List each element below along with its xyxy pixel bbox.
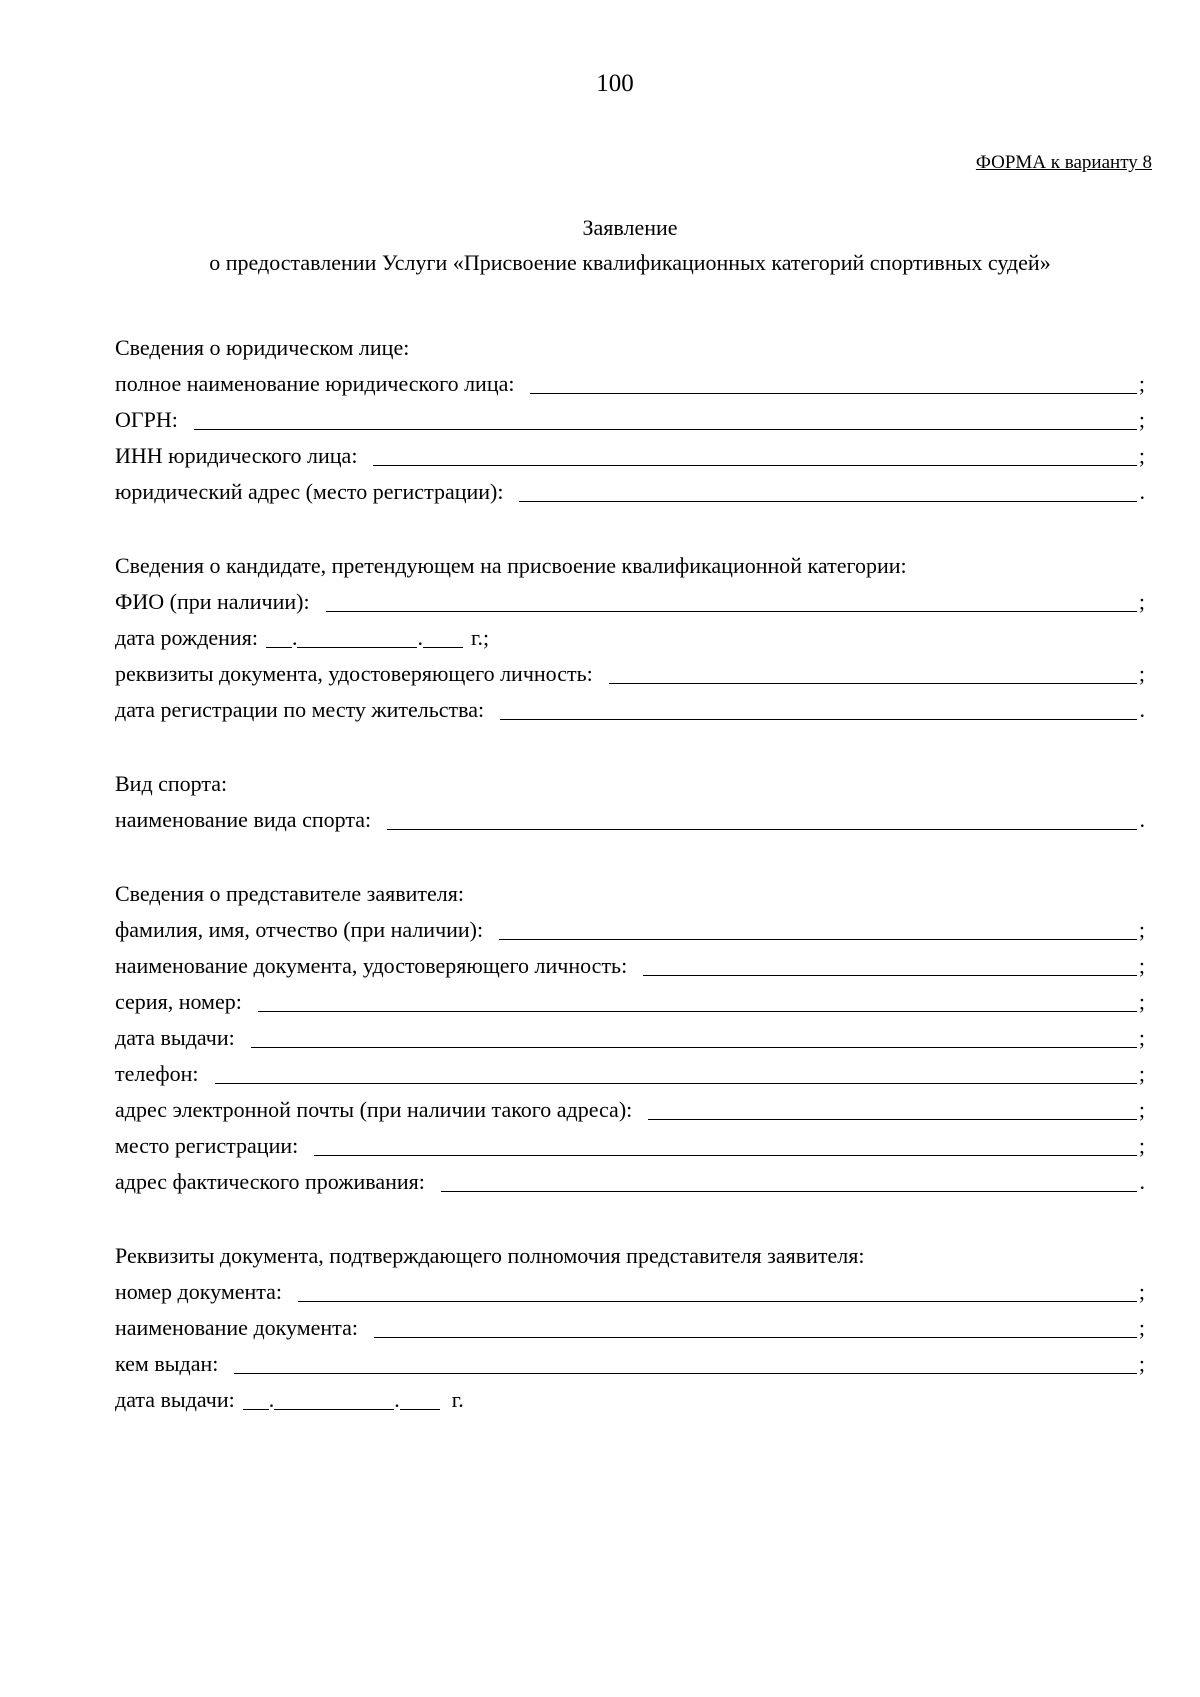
blank-line[interactable] [194,405,1137,430]
date-month-blank[interactable] [274,1387,394,1410]
form-body [115,325,1145,1413]
date-suffix: г. [451,1387,464,1412]
field-end: ; [1138,989,1145,1014]
field-rep-issue-date [115,1015,1145,1051]
page-number: 100 [596,70,634,97]
section-heading-candidate: Сведения о кандидате, претендующем на присвоение квалификационной категории: [115,553,907,578]
field-auth-issued-by [115,1341,1145,1377]
field-rep-reg-place [115,1123,1145,1159]
document-title: Заявление [582,215,678,240]
field-label: адрес фактического проживания: [115,1169,425,1194]
blank-line[interactable] [373,441,1137,466]
field-end: . [1139,1169,1145,1194]
blank-line[interactable] [314,1131,1137,1156]
field-inn [115,433,1145,469]
blank-line[interactable] [643,951,1137,976]
field-label: фамилия, имя, отчество (при наличии): [115,917,484,942]
section-heading-legal-entity: Сведения о юридическом лице: [115,335,410,360]
field-label: серия, номер: [115,989,242,1014]
field-rep-actual-address [115,1159,1145,1195]
field-end: ; [1138,1097,1145,1122]
date-day-blank[interactable] [243,1387,269,1410]
blank-line[interactable] [374,1313,1137,1338]
blank-line[interactable] [648,1095,1137,1120]
field-end: ; [1138,953,1145,978]
field-end: ; [1138,371,1145,396]
field-rep-phone [115,1051,1145,1087]
field-end: ; [1138,661,1145,686]
field-end: ; [1138,917,1145,942]
field-label: наименование вида спорта: [115,807,372,832]
field-end: . [1139,807,1145,832]
section-heading-authority-doc: Реквизиты документа, подтверждающего полномочия представителя заявителя: [115,1243,865,1268]
field-ogrn [115,397,1145,433]
section-gap [115,505,1145,543]
field-legal-full-name [115,361,1145,397]
field-end: ; [1138,443,1145,468]
field-candidate-reg-date [115,687,1145,723]
field-label: дата выдачи: [115,1025,235,1050]
date-input[interactable]: . . [266,625,463,651]
document-subtitle: о предоставлении Услуги «Присвоение квалификационных категорий спортивных судей» [209,250,1051,275]
field-birth-date [115,615,1145,651]
blank-line[interactable] [609,659,1137,684]
field-label: дата выдачи: [115,1387,235,1412]
field-label: адрес электронной почты (при наличии такого адреса): [115,1097,633,1122]
field-legal-address [115,469,1145,505]
field-end: ; [1138,1279,1145,1304]
field-candidate-fio [115,579,1145,615]
field-label: юридический адрес (место регистрации): [115,479,504,504]
field-label: ФИО (при наличии): [115,589,310,614]
field-end: . [1139,479,1145,504]
field-label: телефон: [115,1061,199,1086]
section-gap [115,833,1145,871]
blank-line[interactable] [215,1059,1137,1084]
field-end: ; [1138,589,1145,614]
field-rep-email [115,1087,1145,1123]
form-reference: ФОРМА к варианту 8 [975,152,1152,173]
field-label: наименование документа, удостоверяющего личность: [115,953,628,978]
date-day-blank[interactable] [266,625,292,648]
blank-line[interactable] [298,1277,1137,1302]
blank-line[interactable] [258,987,1137,1012]
field-label: ОГРН: [115,407,178,432]
field-label: дата рождения: [115,625,258,650]
blank-line[interactable] [530,369,1137,394]
blank-line[interactable] [387,805,1137,830]
date-year-blank[interactable] [423,625,463,648]
blank-line[interactable] [500,695,1137,720]
field-end: . [1139,697,1145,722]
field-end: ; [1138,1351,1145,1376]
field-auth-name [115,1305,1145,1341]
field-end: ; [1138,1025,1145,1050]
date-month-blank[interactable] [297,625,417,648]
blank-line[interactable] [326,587,1137,612]
field-end: ; [1138,1315,1145,1340]
section-heading-sport: Вид спорта: [115,771,228,796]
field-label: место регистрации: [115,1133,299,1158]
field-candidate-id-doc [115,651,1145,687]
field-end: ; [1138,1133,1145,1158]
field-label: наименование документа: [115,1315,358,1340]
blank-line[interactable] [519,477,1137,502]
section-heading-representative: Сведения о представителе заявителя: [115,881,464,906]
section-gap [115,1195,1145,1233]
section-gap [115,723,1145,761]
field-auth-number [115,1269,1145,1305]
field-end: ; [1138,1061,1145,1086]
field-rep-doc-name [115,943,1145,979]
field-label: номер документа: [115,1279,283,1304]
blank-line[interactable] [234,1349,1137,1374]
field-rep-series [115,979,1145,1015]
blank-line[interactable] [499,915,1137,940]
field-label: дата регистрации по месту жительства: [115,697,485,722]
blank-line[interactable] [441,1167,1137,1192]
field-end: ; [1138,407,1145,432]
date-input[interactable]: . . [243,1387,440,1413]
field-auth-issue-date [115,1377,1145,1413]
date-suffix: г.; [470,625,490,650]
date-year-blank[interactable] [400,1387,440,1410]
field-label: кем выдан: [115,1351,219,1376]
field-label: реквизиты документа, удостоверяющего личность: [115,661,593,686]
field-label: ИНН юридического лица: [115,443,358,468]
field-label: полное наименование юридического лица: [115,371,515,396]
blank-line[interactable] [251,1023,1137,1048]
field-sport-name [115,797,1145,833]
field-rep-fio [115,907,1145,943]
